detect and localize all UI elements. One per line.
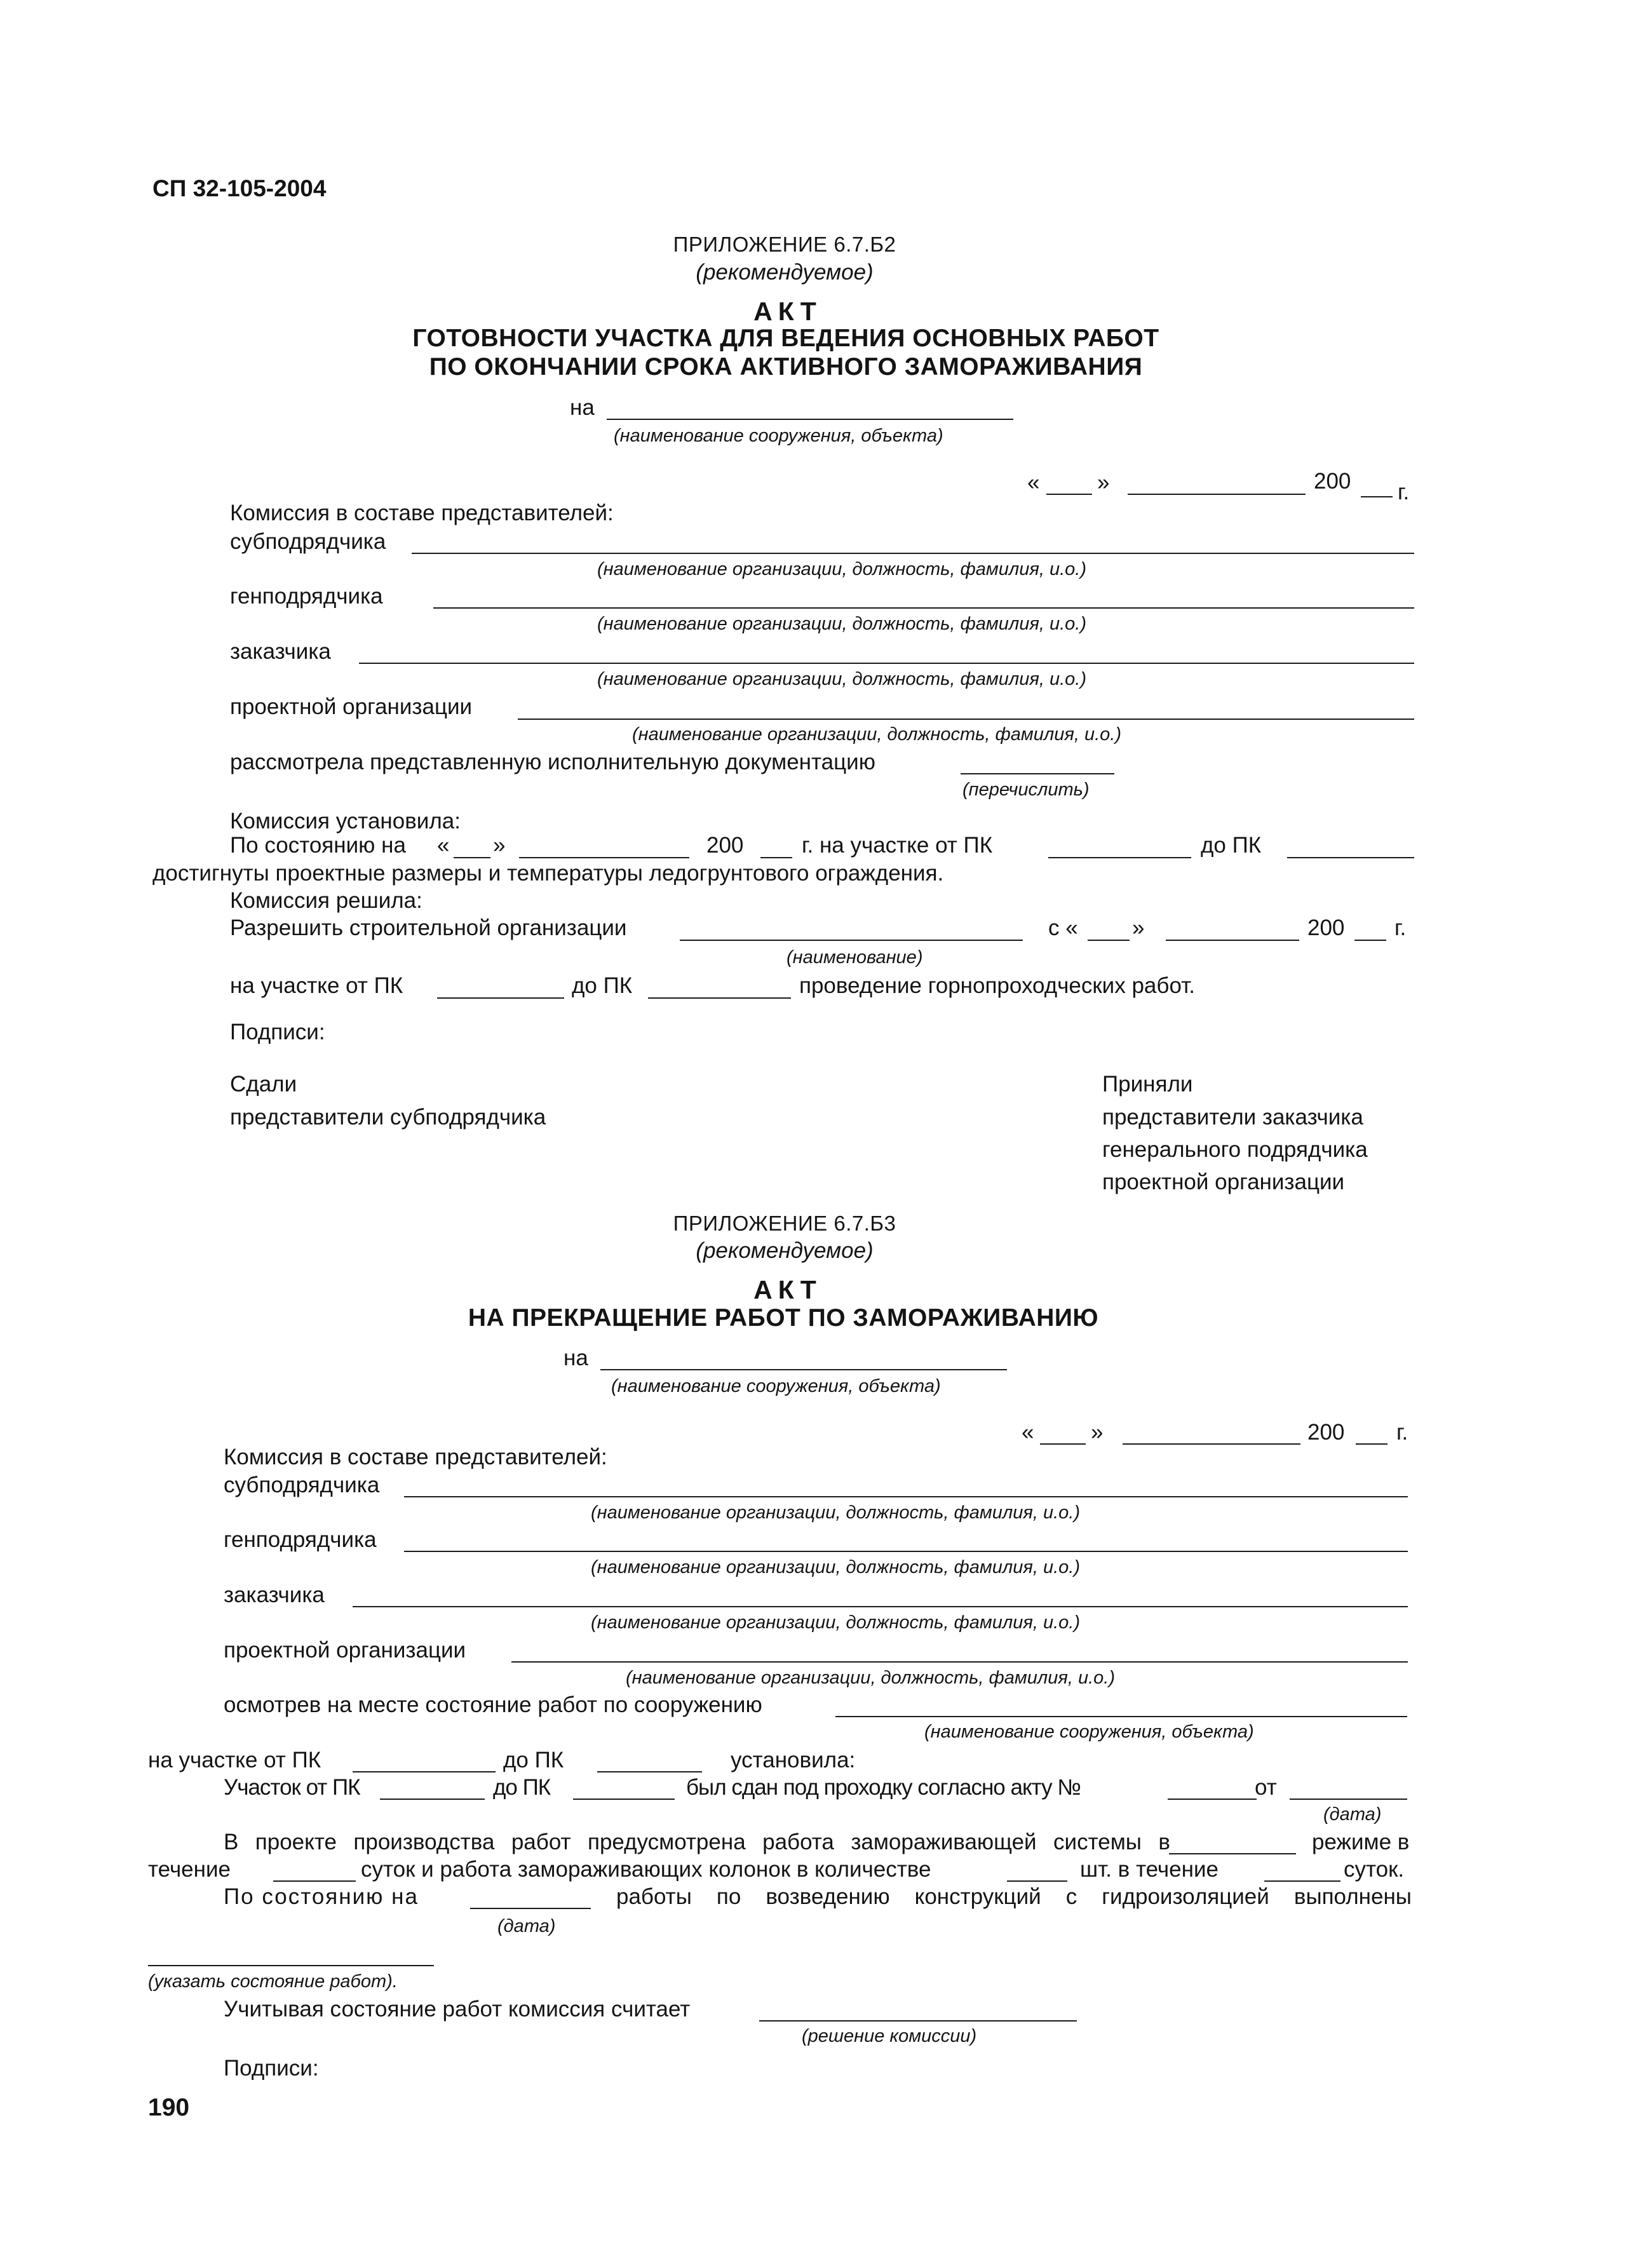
mode-field-2[interactable]	[1169, 1853, 1296, 1854]
commission-label-2: Комиссия в составе представителей:	[224, 1445, 607, 1469]
object-caption-2: (наименование сооружения, объекта)	[611, 1376, 941, 1396]
accepted-label-1: Приняли	[1102, 1072, 1193, 1097]
org-caption-1a: (наименование организации, должность, фамилия, и.о.)	[597, 559, 1086, 579]
appendix-title-2: ПРИЛОЖЕНИЕ 6.7.Б3	[673, 1212, 896, 1235]
state-as-of-1: По состоянию на	[230, 833, 406, 858]
part-from-label-2: Участок от ПК	[224, 1775, 360, 1800]
decision-field-2[interactable]	[759, 2020, 1077, 2022]
pk-to-field-1[interactable]	[1287, 857, 1414, 858]
org-caption-1b: (наименование организации, должность, фамилия, и.о.)	[597, 614, 1086, 634]
accepted-by-design-1: проектной организации	[1102, 1170, 1345, 1194]
decided-label-1: Комиссия решила:	[230, 888, 422, 913]
subcontractor-field-1[interactable]	[412, 553, 1414, 554]
state-date-field-2[interactable]	[470, 1908, 591, 1909]
design-org-field-1[interactable]	[518, 719, 1414, 720]
act-date-field-2[interactable]	[1290, 1799, 1407, 1800]
act-title-1-line1: ГОТОВНОСТИ УЧАСТКА ДЛЯ ВЕДЕНИЯ ОСНОВНЫХ РАБОТ	[412, 325, 1159, 352]
signatures-label-2: Подписи:	[224, 2056, 319, 2081]
org-caption-2a: (наименование организации, должность, фамилия, и.о.)	[591, 1502, 1080, 1523]
state-caption-2: (указать состояние работ).	[148, 1971, 398, 1992]
general-contractor-label-1: генподрядчика	[230, 584, 383, 609]
org-caption-1c: (наименование организации, должность, фамилия, и.о.)	[597, 669, 1086, 689]
section-from-field-1[interactable]	[437, 997, 564, 999]
from-quote-close-1: »	[1132, 915, 1145, 940]
state-mid-text-1: г. на участке от ПК	[802, 833, 993, 858]
established-label-1: Комиссия установила:	[230, 809, 461, 834]
appendix-title-1: ПРИЛОЖЕНИЕ 6.7.Б2	[673, 233, 896, 256]
days-count-field-2[interactable]	[1264, 1880, 1340, 1882]
act-title-2: НА ПРЕКРАЩЕНИЕ РАБОТ ПО ЗАМОРАЖИВАНИЮ	[468, 1304, 1099, 1332]
date-year-suffix-1: г.	[1398, 480, 1410, 504]
allow-text-1: Разрешить строительной организации	[230, 915, 627, 940]
inspected-text-2: осмотрев на месте состояние работ по сооружению	[224, 1692, 762, 1717]
subcontractor-label-1: субподрядчика	[230, 529, 386, 554]
date-month-field-2[interactable]	[1123, 1443, 1300, 1445]
structure-caption-2: (наименование сооружения, объекта)	[924, 1722, 1254, 1742]
commission-label-1: Комиссия в составе представителей:	[230, 501, 614, 525]
object-field-1[interactable]	[607, 419, 1013, 420]
section-to-field-1[interactable]	[648, 997, 791, 999]
state-day-field-1[interactable]	[454, 857, 490, 858]
recommended-label-1: (рекомендуемое)	[696, 260, 874, 285]
customer-field-2[interactable]	[353, 1606, 1408, 1607]
part-to-label-2: до ПК	[493, 1775, 551, 1800]
allow-year-field-1[interactable]	[1354, 940, 1386, 941]
considering-text-2: Учитывая состояние работ комиссия считает	[224, 1997, 691, 2022]
works-done-line-2: работы по возведению конструкций с гидроизоляцией выполнены	[616, 1884, 1412, 1909]
date-year-field-1[interactable]	[1361, 496, 1393, 497]
date-caption2-2: (дата)	[497, 1916, 556, 1936]
section-to-field-2[interactable]	[597, 1771, 702, 1772]
customer-field-1[interactable]	[359, 663, 1414, 664]
part-from-field-2[interactable]	[380, 1799, 485, 1800]
date-day-field-1[interactable]	[1046, 494, 1092, 495]
page-number: 190	[148, 2094, 190, 2121]
list-caption-1: (перечислить)	[962, 780, 1090, 800]
org-caption-1d: (наименование организации, должность, фамилия, и.о.)	[632, 724, 1121, 745]
columns-count-field-2[interactable]	[1007, 1880, 1067, 1882]
state-field-2[interactable]	[148, 1965, 434, 1966]
pcs-during-text-2: шт. в течение	[1080, 1857, 1219, 1882]
days-end-text-2: суток.	[1344, 1857, 1405, 1882]
from-quote-open-1: с «	[1048, 915, 1078, 940]
accepted-by-customer-1: представители заказчика	[1102, 1105, 1363, 1130]
date-quote-open-1: «	[1027, 470, 1040, 495]
act-label-2: АКТ	[753, 1275, 822, 1304]
design-org-field-2[interactable]	[511, 1661, 1408, 1663]
handed-over-text-2: был сдан под проходку согласно акту №	[686, 1775, 1081, 1800]
handed-by-text-1: представители субподрядчика	[230, 1105, 546, 1130]
state-month-field-1[interactable]	[519, 857, 689, 858]
from-word-2: от	[1255, 1775, 1277, 1800]
allow-year-1: 200	[1307, 915, 1345, 940]
structure-field-2[interactable]	[835, 1716, 1407, 1717]
object-caption-1: (наименование сооружения, объекта)	[614, 426, 943, 446]
section-to-label-2: до ПК	[503, 1748, 564, 1772]
from-day-field-1[interactable]	[1088, 940, 1130, 941]
date-year-1: 200	[1314, 469, 1351, 494]
general-contractor-field-1[interactable]	[433, 607, 1414, 609]
general-contractor-label-2: генподрядчика	[224, 1527, 377, 1552]
org-caption-2c: (наименование организации, должность, фамилия, и.о.)	[591, 1612, 1080, 1633]
state-year-field-1[interactable]	[760, 857, 792, 858]
general-contractor-field-2[interactable]	[404, 1551, 1408, 1552]
section-to-label-1: до ПК	[572, 973, 633, 998]
signatures-label-1: Подписи:	[230, 1020, 325, 1044]
accepted-by-general-1: генерального подрядчика	[1102, 1137, 1368, 1162]
reviewed-text-1: рассмотрела представленную исполнительную документацию	[230, 750, 875, 774]
na-label-2: на	[564, 1346, 588, 1370]
name-caption-1: (наименование)	[787, 947, 923, 968]
state-as-of-2: По состоянию на	[224, 1884, 419, 1909]
section-from-label-1: на участке от ПК	[230, 973, 403, 998]
act-label-1: АКТ	[753, 297, 822, 326]
mode-word-2: режиме в	[1312, 1830, 1410, 1854]
pk-from-field-1[interactable]	[1048, 857, 1191, 858]
date-day-field-2[interactable]	[1040, 1443, 1086, 1445]
works-text-1: проведение горнопроходческих работ.	[799, 973, 1196, 998]
days-columns-text-2: суток и работа замораживающих колонок в количестве	[361, 1857, 931, 1882]
established-label-2: установила:	[731, 1748, 856, 1772]
org-caption-2d: (наименование организации, должность, фамилия, и.о.)	[626, 1668, 1115, 1688]
date-caption-2: (дата)	[1323, 1804, 1382, 1825]
org-caption-2b: (наименование организации, должность, фамилия, и.о.)	[591, 1557, 1080, 1577]
reached-text-1: достигнуты проектные размеры и температуры ледогрунтового ограждения.	[152, 861, 944, 886]
object-field-2[interactable]	[600, 1369, 1007, 1370]
date-quote-open-2: «	[1022, 1420, 1034, 1445]
act-title-1-line2: ПО ОКОНЧАНИИ СРОКА АКТИВНОГО ЗАМОРАЖИВАНИЯ	[429, 353, 1143, 381]
organization-field-1[interactable]	[680, 940, 1023, 941]
customer-label-2: заказчика	[224, 1583, 325, 1607]
handed-label-1: Сдали	[230, 1072, 297, 1097]
customer-label-1: заказчика	[230, 639, 331, 664]
date-month-field-1[interactable]	[1128, 494, 1306, 495]
na-label-1: на	[570, 395, 595, 420]
project-line-2: В проекте производства работ предусмотрена работа замораживающей системы в	[224, 1830, 1170, 1854]
date-year-2: 200	[1307, 1420, 1345, 1445]
document-code: СП 32-105-2004	[152, 175, 327, 201]
state-year-1: 200	[706, 833, 744, 858]
design-org-label-2: проектной организации	[224, 1638, 466, 1663]
documents-field-1[interactable]	[961, 773, 1114, 774]
subcontractor-label-2: субподрядчика	[224, 1473, 380, 1497]
section-from-field-2[interactable]	[353, 1771, 496, 1772]
date-year-field-2[interactable]	[1356, 1443, 1388, 1445]
during-label-2: течение	[148, 1857, 231, 1882]
design-org-label-1: проектной организации	[230, 694, 473, 719]
to-pk-label-1: до ПК	[1201, 833, 1262, 858]
section-from-label-2: на участке от ПК	[148, 1748, 321, 1772]
part-to-field-2[interactable]	[573, 1799, 675, 1800]
date-quote-close-1: »	[1097, 470, 1110, 495]
subcontractor-field-2[interactable]	[404, 1496, 1408, 1497]
state-quote-open-1: «	[437, 833, 450, 858]
state-quote-close-1: »	[493, 833, 506, 858]
from-month-field-1[interactable]	[1166, 940, 1299, 941]
date-quote-close-2: »	[1091, 1420, 1104, 1445]
date-year-suffix-2: г.	[1396, 1420, 1408, 1445]
recommended-label-2: (рекомендуемое)	[696, 1238, 874, 1263]
decision-caption-2: (решение комиссии)	[802, 2026, 977, 2046]
act-number-field-2[interactable]	[1168, 1799, 1257, 1800]
allow-year-suffix-1: г.	[1394, 915, 1407, 940]
days-field-2[interactable]	[273, 1880, 356, 1882]
